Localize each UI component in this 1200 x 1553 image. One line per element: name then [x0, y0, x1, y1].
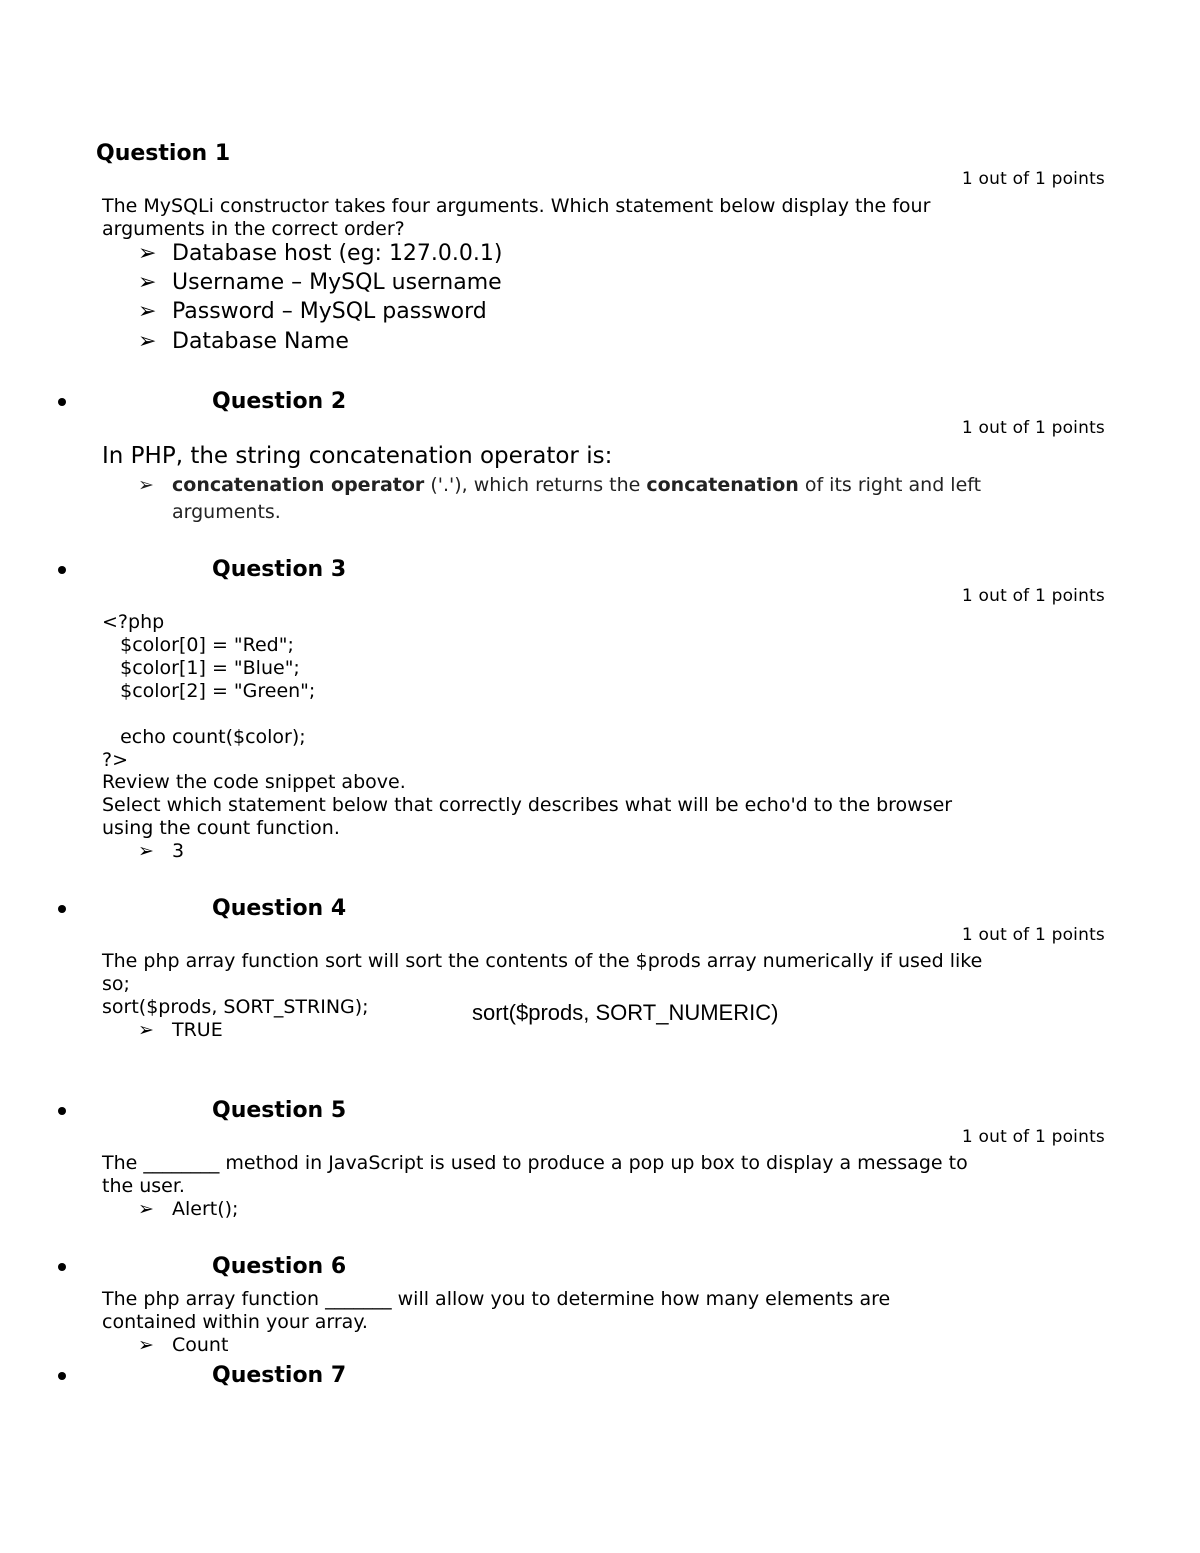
bullet-dot-icon — [58, 398, 66, 406]
question-4-text: The php array function sort will sort the contents of the $prods array numerically if used like so; — [102, 950, 983, 995]
question-1-title: Question 1 — [96, 141, 231, 166]
question-3-code-line-4: $color[2] = "Green"; — [102, 680, 316, 702]
bullet-dot-icon — [58, 566, 66, 574]
question-5-title: Question 5 — [212, 1098, 347, 1123]
question-3-text-1: Review the code snippet above. — [102, 771, 406, 793]
question-7-title: Question 7 — [212, 1363, 347, 1388]
question-3-points: 1 out of 1 points — [961, 586, 1105, 606]
question-3-title: Question 3 — [212, 557, 347, 582]
arrow-bullet-icon: ➢ — [138, 1334, 154, 1356]
question-3-code-line-2: $color[0] = "Red"; — [102, 634, 294, 656]
question-3-text-2: Select which statement below that correctly describes what will be echo'd to the browser using the count function. — [102, 794, 953, 839]
question-1-text: The MySQLi constructor takes four arguments. Which statement below display the four arguments in the correct order? — [102, 195, 931, 240]
question-6-answer: ➢ Count — [138, 1334, 229, 1356]
question-1-item-1: ➢ Database host (eg: 127.0.0.1) — [138, 241, 503, 266]
question-5-text: The ________ method in JavaScript is used to produce a pop up box to display a message to the user. — [102, 1152, 968, 1197]
question-4-code: sort($prods, SORT_STRING); — [102, 996, 369, 1018]
question-4-title: Question 4 — [212, 896, 347, 921]
question-2-text: In PHP, the string concatenation operator is: — [102, 443, 613, 469]
question-6-text: The php array function _______ will allow you to determine how many elements are contained within your array. — [102, 1288, 891, 1333]
arrow-bullet-icon: ➢ — [138, 270, 157, 295]
question-1-item-4: ➢ Database Name — [138, 329, 349, 354]
question-2-answer: ➢ concatenation operator ('.'), which returns the concatenation of its right and left — [138, 474, 982, 496]
question-1-item-2: ➢ Username – MySQL username — [138, 270, 502, 295]
question-2-title: Question 2 — [212, 389, 347, 414]
arrow-bullet-icon: ➢ — [138, 299, 157, 324]
question-4-note: sort($prods, SORT_NUMERIC) — [472, 1000, 779, 1025]
bullet-dot-icon — [58, 1107, 66, 1115]
question-2-points: 1 out of 1 points — [961, 418, 1105, 438]
arrow-bullet-icon: ➢ — [138, 1198, 154, 1220]
arrow-bullet-icon: ➢ — [138, 241, 157, 266]
question-5-answer: ➢ Alert(); — [138, 1198, 239, 1220]
question-3-code-line-6: echo count($color); — [102, 726, 306, 748]
question-3-code-line-3: $color[1] = "Blue"; — [102, 657, 300, 679]
arrow-bullet-icon: ➢ — [138, 840, 154, 862]
bullet-dot-icon — [58, 1372, 66, 1380]
question-4-points: 1 out of 1 points — [961, 925, 1105, 945]
arrow-bullet-icon: ➢ — [138, 474, 154, 496]
question-3-answer: ➢ 3 — [138, 840, 185, 862]
bullet-dot-icon — [58, 1263, 66, 1271]
question-5-points: 1 out of 1 points — [961, 1127, 1105, 1147]
question-1-points: 1 out of 1 points — [961, 169, 1105, 189]
arrow-bullet-icon: ➢ — [138, 1019, 154, 1041]
question-3-code-line-1: <?php — [102, 611, 165, 633]
question-6-title: Question 6 — [212, 1254, 347, 1279]
question-4-answer: ➢ TRUE — [138, 1019, 223, 1041]
arrow-bullet-icon: ➢ — [138, 329, 157, 354]
question-1-item-3: ➢ Password – MySQL password — [138, 299, 487, 324]
bullet-dot-icon — [58, 905, 66, 913]
question-3-code-line-7: ?> — [102, 749, 129, 771]
question-2-answer-line2: arguments. — [172, 501, 281, 523]
